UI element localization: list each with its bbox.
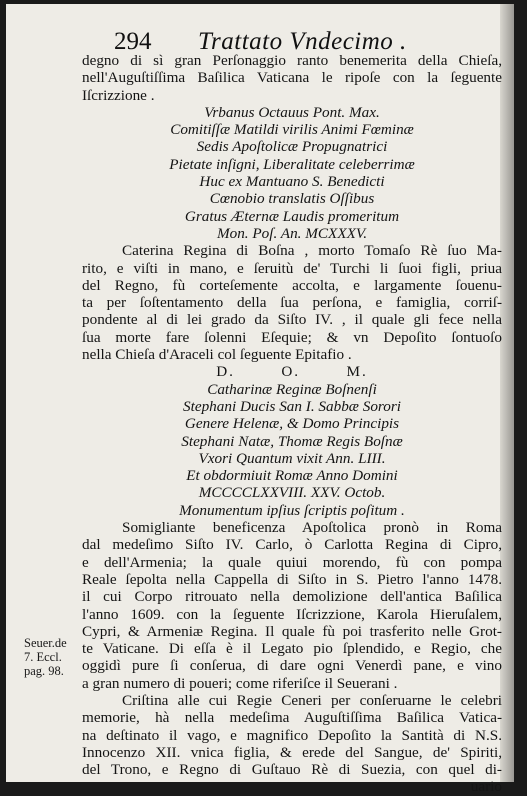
epitaph-line: Genere Helenæ, & Domo Principis [184,415,400,433]
text-line: a gran numero di poueri; come riferiſce il Seuerani . [82,674,398,692]
inscription-line: Mon. Poſ. An. MCXXXV. [216,224,368,242]
running-title: Trattato Vndecimo . [198,28,407,55]
margin-note-line: pag. 98. [24,664,64,678]
margin-note [24,636,84,678]
page-number: 294 [114,28,152,55]
text-line: e dell'Armenia; la quale quiui morendo, fù con pompa [82,553,502,571]
text-line: il cui Corpo ritrouato nella demolizione dell'antica Baſilica [82,588,502,606]
book-page [6,4,514,796]
text-line: ta per ſoſtentamento della ſua perſona, e famiglia, corriſ- [82,294,502,312]
text-line: Cypri, & Armeniæ Regina. Il quale fù poi trasferito nelle Grot- [82,622,502,640]
inscription-line: Pietate inſigni, Liberalitate celeberrimæ [169,155,415,173]
text-line: del Trono, e Regno di Guſtauo Rè di Suezia, con quel di- [82,761,502,779]
text-line: memorie, hà nella medeſima Auguſtiſſima Baſilica Vatica- [82,709,502,727]
inscription-line: Sedis Apoſtolicæ Propugnatrici [196,138,388,156]
inscription-line: Vrbanus Octauus Pont. Max. [204,103,380,121]
catchword: uario [470,778,502,796]
body-text [82,52,502,796]
text-line: Caterina Regina di Boſna , morto Tomaſo Rè ſuo Ma- [122,242,502,260]
epitaph-line: Monumentum ipſius ſcriptis poſitum . [179,501,405,519]
text-line: Innocenzo XII. vnica figlia, & erede del Sangue, de' Spiriti, [82,743,502,761]
text-line: dal medeſimo Siſto IV. Carlo, ò Carlotta Regina di Cipro, [82,536,502,554]
epitaph-line: Vxori Quantum vixit Ann. LIII. [198,449,386,467]
text-line: Criſtina alle cui Regie Ceneri per conſeruarne le celebri [122,691,502,709]
text-line: Reale ſepolta nella Cappella di Siſto in S. Pietro l'anno 1478. [82,570,502,588]
text-line: Somigliante beneficenza Apoſtolica pronò in Roma [122,519,502,537]
inscription-line: Comitiſſæ Matildi virilis Animi Fœminæ [170,121,414,139]
text-line: nell'Auguſtiſſima Baſilica Vaticana le ripoſe con la ſeguente [82,69,502,87]
text-line: te Vaticane. Di eſſa è il Legato pio ſplendido, e Regio, che [82,640,502,658]
text-line: ſua morte fare ſolenni Eſequie; & vn Depoſito ſontuoſo [82,328,502,346]
text-line: l'anno 1609. con la ſeguente Iſcrizzione, Karola Hieruſalem, [82,605,502,623]
text-line: rito, e viſti in mano, e ſeruitù de' Turchi li ſuoi figli, priua [82,259,502,277]
margin-note-line: Seuer.de [24,636,67,650]
text-line: Iſcrizzione . [82,86,155,104]
epitaph-line: Catharinæ Reginæ Boſnenſi [207,380,377,398]
inscription-line: Huc ex Mantuano S. Benedicti [199,173,385,191]
inscription-line: Cœnobio translatis Oſſibus [209,190,375,208]
text-line: degno di sì gran Perſonaggio ranto benemerita della Chieſa, [82,52,502,69]
text-line: pondente al di lei grado da Siſto IV. , il quale gli fece nella [82,311,502,329]
epitaph-line: Stephani Ducis San I. Sabbæ Sorori [183,397,401,415]
epitaph-line: MCCCCLXXVIII. XXV. Octob. [198,484,386,502]
epitaph-dom-line: D. O. M. [216,363,368,381]
epitaph-line: Et obdormiuit Romæ Anno Domini [186,467,398,485]
text-line: nella Chieſa d'Araceli col ſeguente Epitafio . [82,346,352,364]
epitaph-line: Stephani Natæ, Thomæ Regis Boſnæ [181,432,403,450]
page-gutter-shadow [500,4,514,782]
margin-note-line: 7. Eccl. [24,650,62,664]
text-line: na deſtinato il vago, e magnifico Depoſito la Santità di N.S. [82,726,502,744]
text-line: del Regno, fù corteſemente accolta, e largamente ſouenu- [82,276,502,294]
text-line: oggidì pure ſi conſerua, di dare ogni Venerdì pane, e vino [82,657,502,675]
inscription-line: Gratus Æternæ Laudis promeritum [184,207,400,225]
